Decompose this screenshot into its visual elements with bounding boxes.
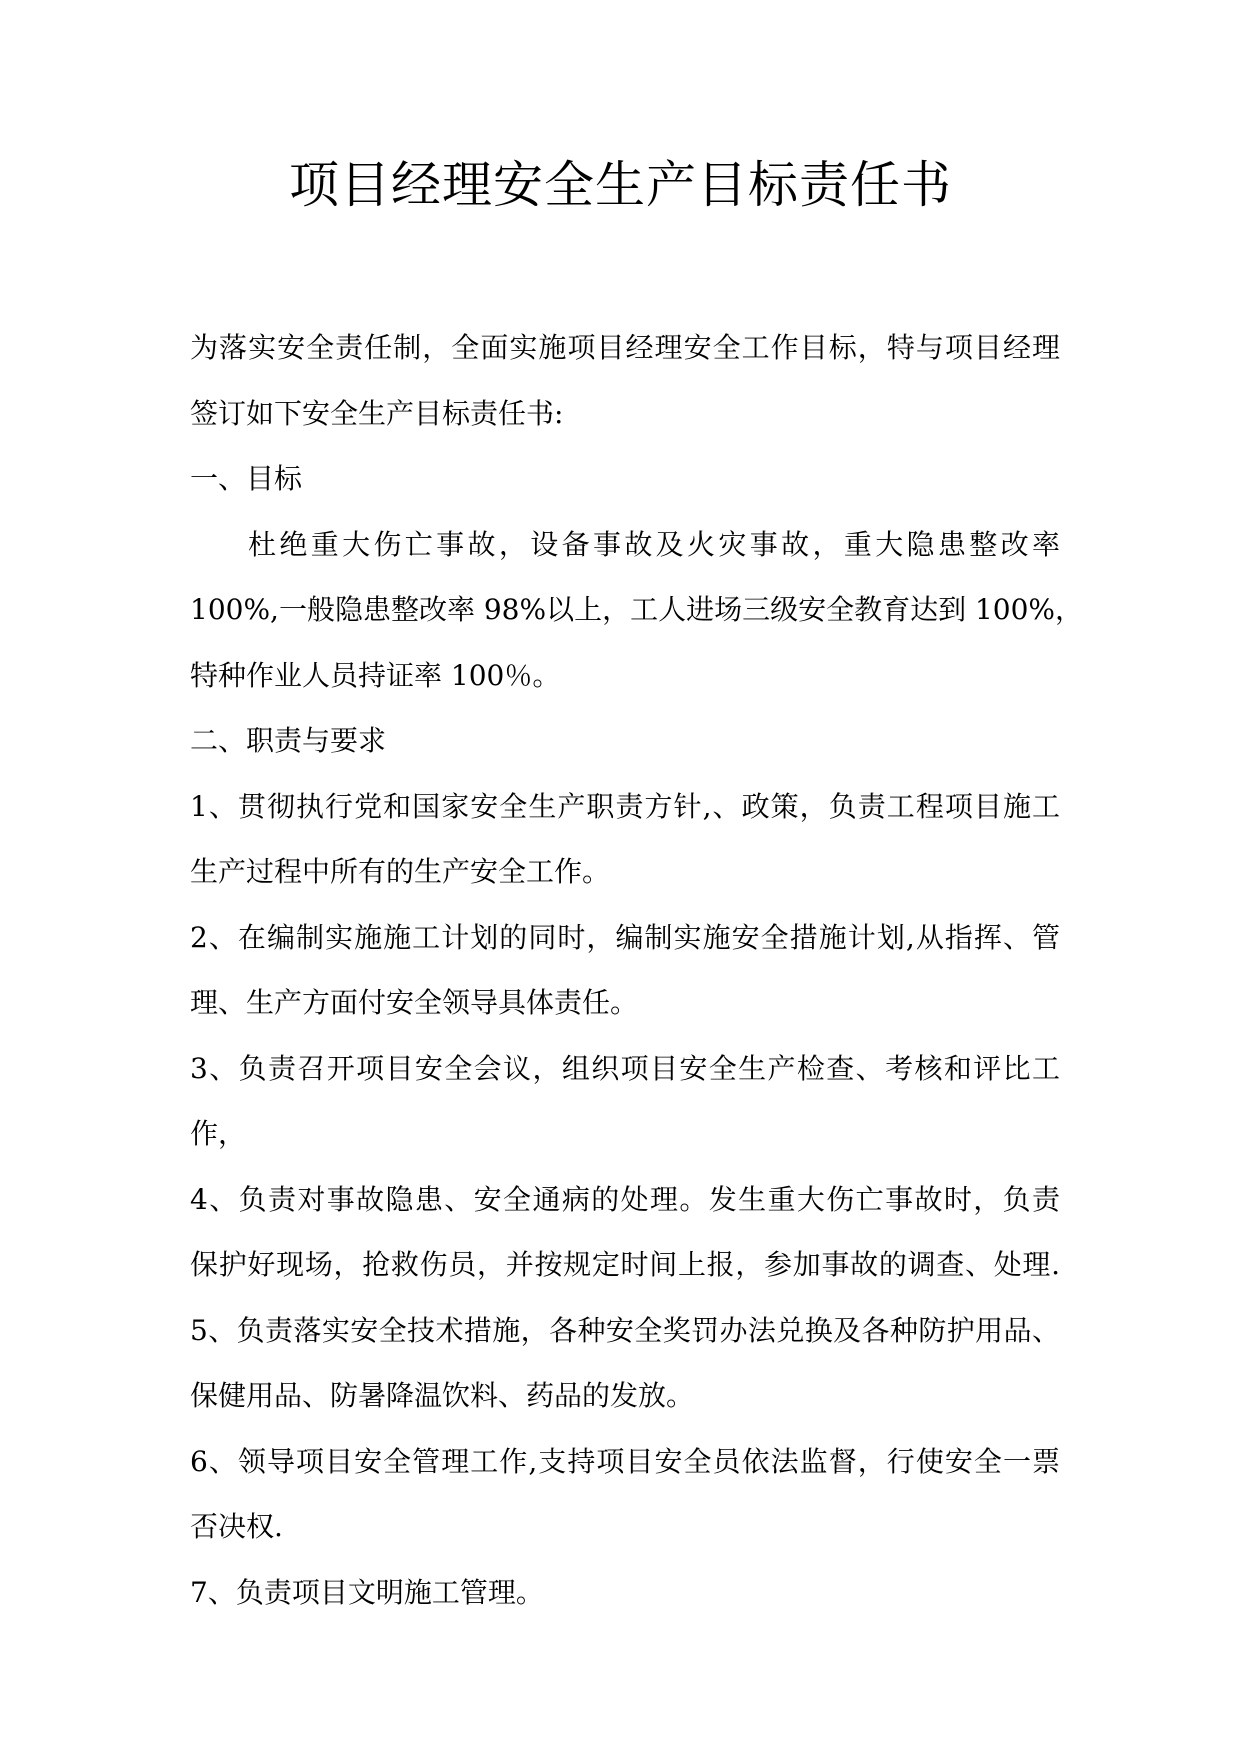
list-item-line: 否决权. (190, 1510, 283, 1543)
list-item-line: 6、领导项目安全管理工作,支持项目安全员依法监督，行使安全一票 (190, 1444, 1060, 1478)
list-item-line: 1、贯彻执行党和国家安全生产职责方针,、政策，负责工程项目施工 (190, 789, 1060, 823)
paragraph-line: 签订如下安全生产目标责任书: (190, 396, 564, 430)
list-item-line: 保健用品、防暑降温饮料、药品的发放。 (190, 1379, 695, 1412)
paragraph-line: 杜绝重大伤亡事故，设备事故及火灾事故，重大隐患整改率 (248, 527, 1060, 561)
paragraph-line: 为落实安全责任制，全面实施项目经理安全工作目标，特与项目经理 (190, 331, 1060, 364)
list-item-line: 保护好现场，抢救伤员，并按规定时间上报，参加事故的调查、处理. (190, 1248, 1060, 1281)
section-heading: 一、目标 (190, 462, 303, 495)
list-item-line: 理、生产方面付安全领导具体责任。 (190, 986, 639, 1019)
list-item-line: 5、负责落实安全技术措施，各种安全奖罚办法兑换及各种防护用品、 (190, 1313, 1060, 1347)
paragraph-line: 特种作业人员持证率 100％。 (190, 658, 561, 692)
list-item-line: 作， (190, 1117, 247, 1150)
list-item-line: 7、负责项目文明施工管理。 (190, 1575, 544, 1609)
document-title: 项目经理安全生产目标责任书 (289, 156, 952, 214)
document-body (190, 315, 1084, 1625)
list-item-line: 生产过程中所有的生产安全工作。 (190, 855, 611, 888)
list-item-line: 3、负责召开项目安全会议，组织项目安全生产检查、考核和评比工 (190, 1051, 1060, 1085)
section-heading: 二、职责与要求 (190, 724, 387, 757)
list-item-line: 2、在编制实施施工计划的同时，编制实施安全措施计划,从指挥、管 (190, 920, 1060, 954)
list-item-line: 4、负责对事故隐患、安全通病的处理。发生重大伤亡事故时，负责 (190, 1182, 1060, 1216)
paragraph-line: 100%,一般隐患整改率 98%以上，工人进场三级安全教育达到 100%， (190, 593, 1084, 626)
